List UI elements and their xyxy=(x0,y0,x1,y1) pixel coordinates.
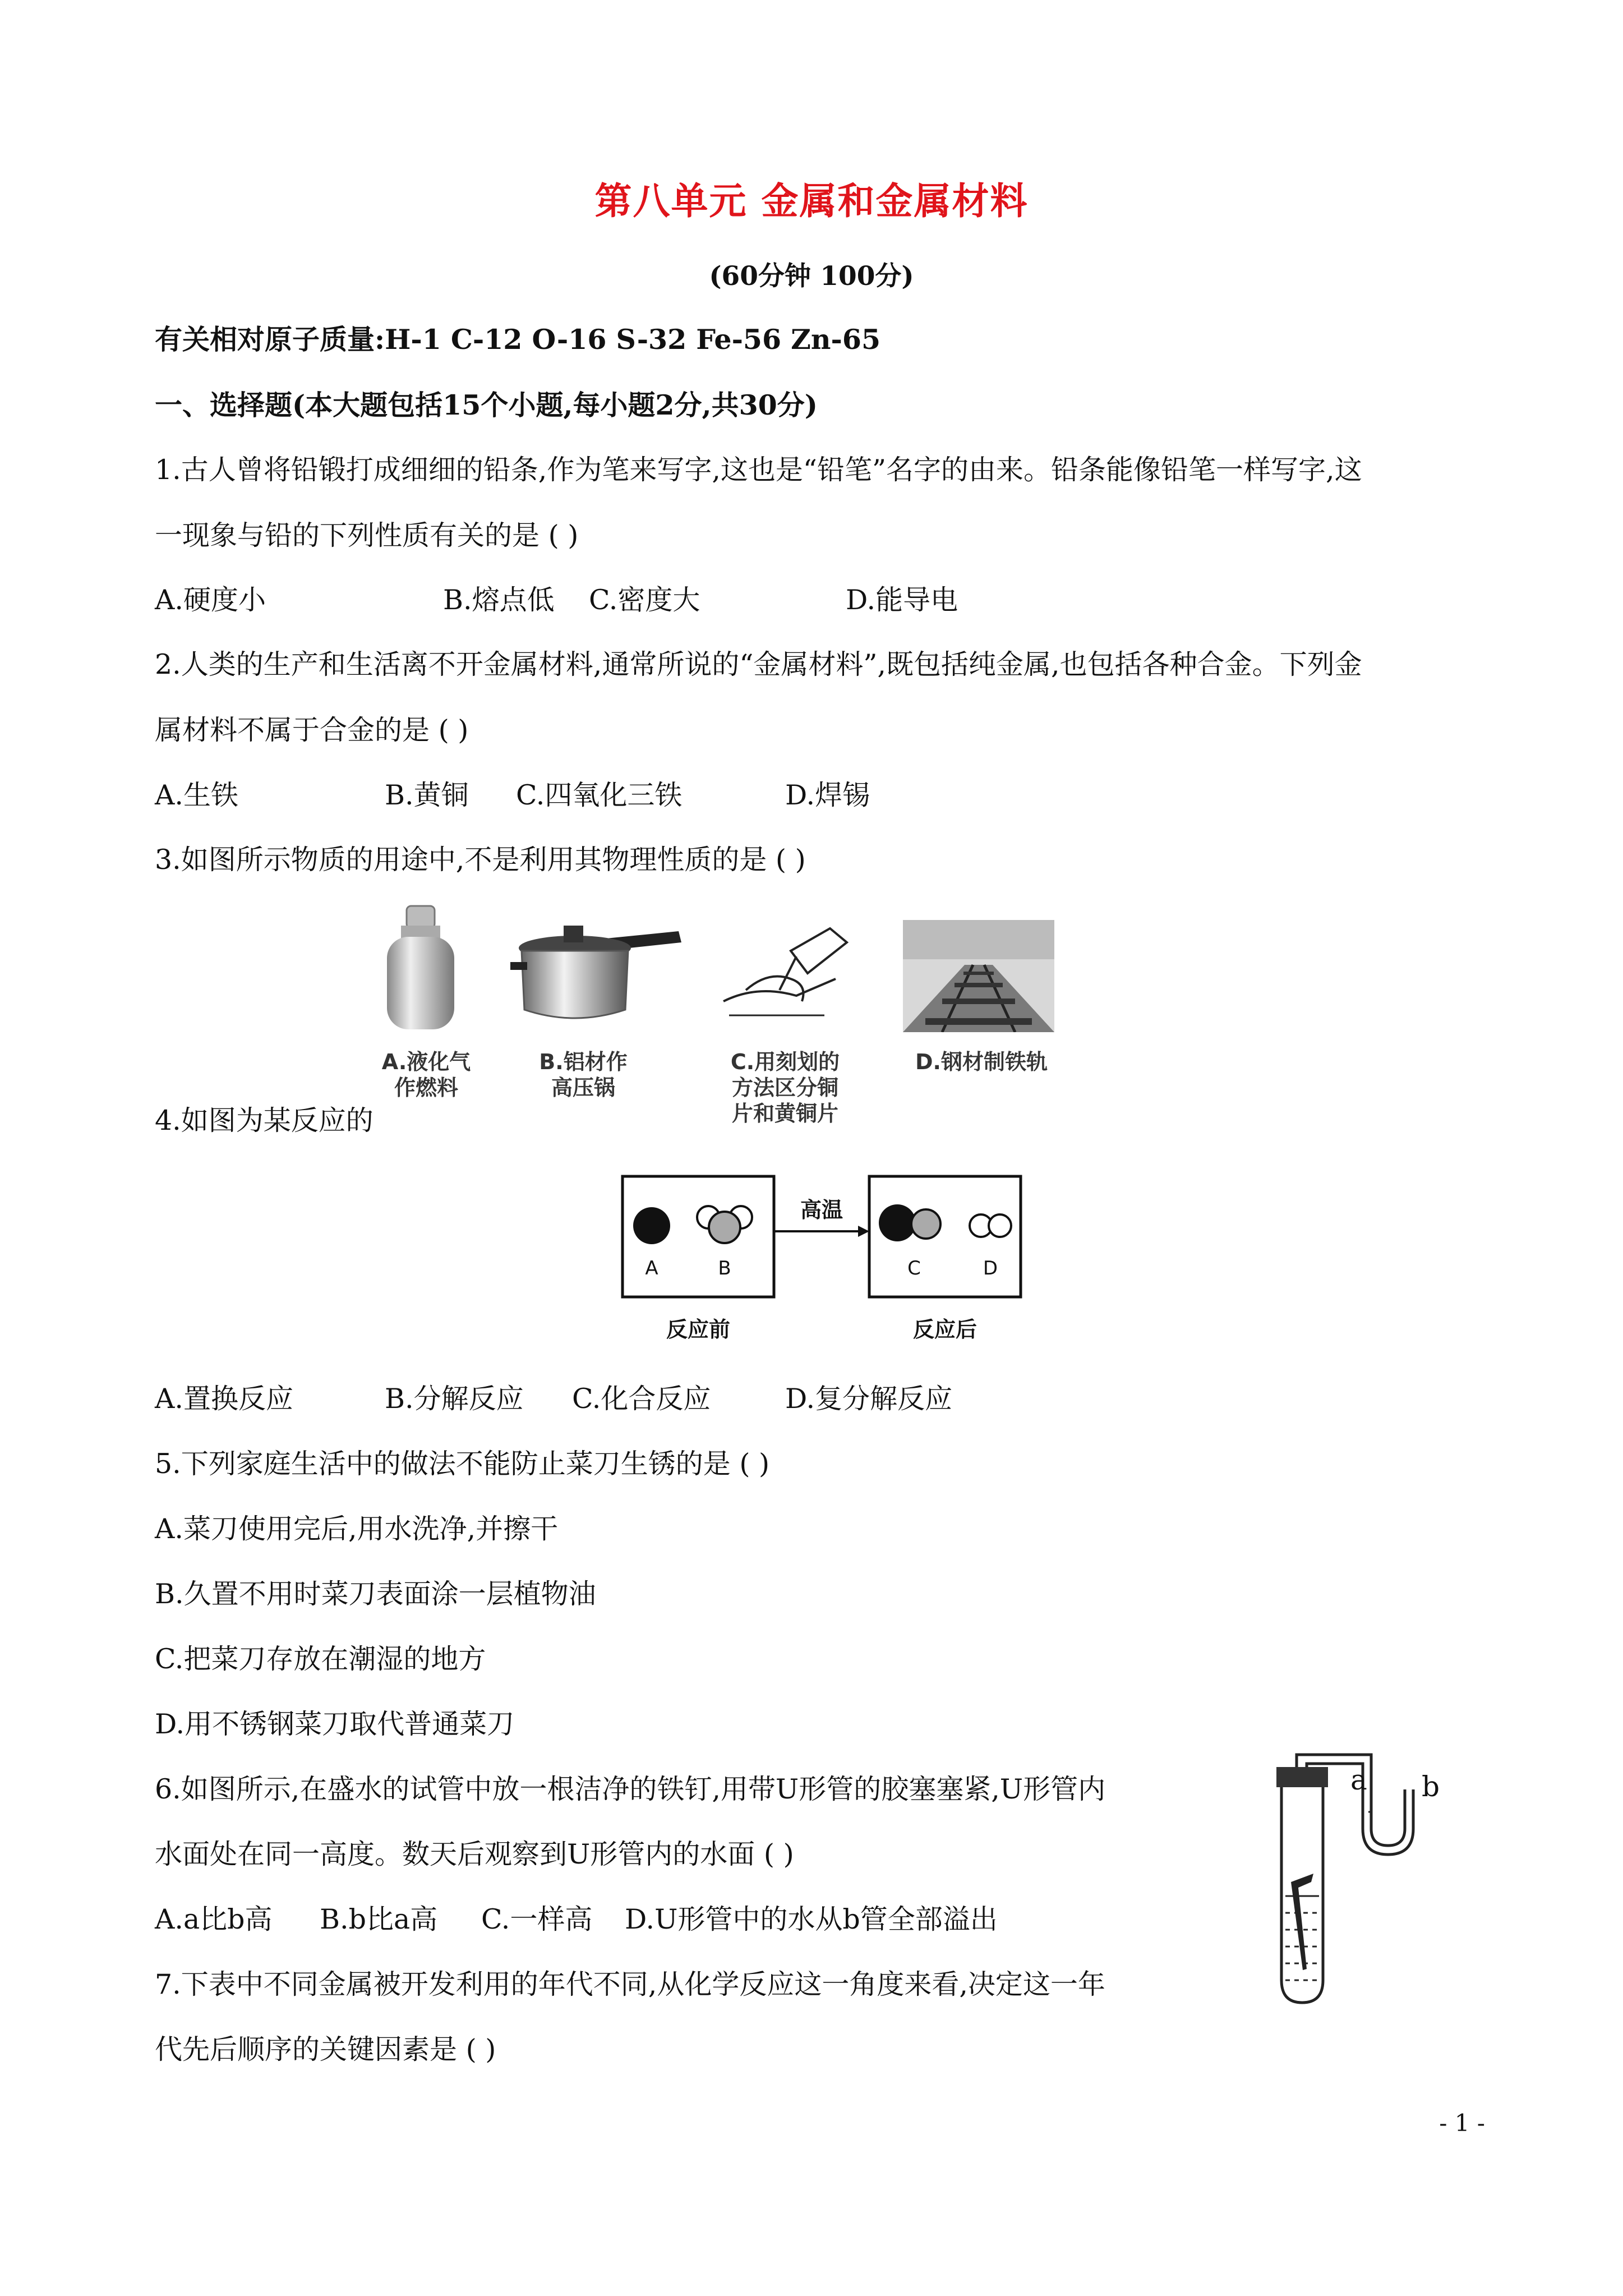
q7-line2: 代先后顺序的关键因素是 ( ) xyxy=(155,2033,496,2065)
q6-line1: 6.如图所示,在盛水的试管中放一根洁净的铁钉,用带U形管的胶塞塞紧,U形管内 xyxy=(155,1773,1106,1805)
q5-option-b: B.久置不用时菜刀表面涂一层植物油 xyxy=(155,1578,596,1610)
q2-option-c: C.四氧化三铁 xyxy=(516,779,683,811)
q3-line1: 3.如图所示物质的用途中,不是利用其物理性质的是 ( ) xyxy=(155,844,806,876)
q2-option-d: D.焊锡 xyxy=(785,779,870,811)
q2-option-b: B.黄铜 xyxy=(385,779,469,811)
reaction-condition: 高温 xyxy=(800,1198,843,1222)
caption-before: 反应前 xyxy=(666,1317,731,1342)
label-b: b xyxy=(1422,1770,1440,1803)
exam-duration-score: (60分钟 100分) xyxy=(709,261,914,292)
q5-line1: 5.下列家庭生活中的做法不能防止菜刀生锈的是 ( ) xyxy=(155,1448,770,1480)
section-heading: 一、选择题(本大题包括15个小题,每小题2分,共30分) xyxy=(155,389,818,421)
label-d: D xyxy=(983,1257,998,1280)
atom-a xyxy=(633,1207,670,1244)
q3-caption-d: D.钢材制铁轨 xyxy=(915,1050,1048,1074)
q7-line1: 7.下表中不同金属被开发利用的年代不同,从化学反应这一角度来看,决定这一年 xyxy=(155,1968,1105,2000)
q4-option-c: C.化合反应 xyxy=(572,1383,711,1415)
q3-caption-a: A.液化气 作燃料 xyxy=(381,1050,471,1100)
q6-option-a: A.a比b高 xyxy=(155,1903,273,1935)
q4-option-b: B.分解反应 xyxy=(385,1383,524,1415)
pressure-cooker-icon xyxy=(510,917,684,1029)
q1-option-b: B.熔点低 xyxy=(443,584,555,616)
caption-after: 反应后 xyxy=(912,1317,978,1342)
q3-caption-b: B.铝材作 高压锅 xyxy=(539,1050,628,1100)
q1-line1: 1.古人曾将铅锻打成细细的铅条,作为笔来写字,这也是“铅笔”名字的由来。铅条能像铅笔一样写字,这 xyxy=(155,454,1362,486)
q5-option-c: C.把菜刀存放在潮湿的地方 xyxy=(155,1643,486,1675)
scratch-test-icon xyxy=(712,917,858,1029)
q1-option-a: A.硬度小 xyxy=(155,584,266,616)
gas-cylinder-icon xyxy=(376,903,465,1032)
q4-line1: 4.如图为某反应的 xyxy=(155,1105,374,1137)
q2-option-a: A.生铁 xyxy=(155,779,238,811)
q6-option-c: C.一样高 xyxy=(481,1903,593,1935)
q6-test-tube-diagram xyxy=(1251,1745,1486,2014)
label-a: a xyxy=(1350,1764,1367,1796)
label-a: A xyxy=(645,1257,658,1280)
q5-option-a: A.菜刀使用完后,用水洗净,并擦干 xyxy=(155,1513,559,1545)
q4-option-a: A.置换反应 xyxy=(155,1383,293,1415)
atomic-masses: 有关相对原子质量:H-1 C-12 O-16 S-32 Fe-56 Zn-65 xyxy=(155,323,881,356)
q6-line2: 水面处在同一高度。数天后观察到U形管内的水面 ( ) xyxy=(155,1838,794,1870)
q2-line2: 属材料不属于合金的是 ( ) xyxy=(155,714,469,746)
q1-option-d: D.能导电 xyxy=(846,584,958,616)
railway-track-icon xyxy=(903,920,1054,1032)
label-c: C xyxy=(907,1257,921,1280)
page-number: - 1 - xyxy=(1439,2109,1485,2137)
q1-line2: 一现象与铅的下列性质有关的是 ( ) xyxy=(155,519,579,551)
label-b: B xyxy=(718,1257,731,1280)
page-title: 第八单元 金属和金属材料 xyxy=(594,179,1029,223)
iron-nail-icon xyxy=(1291,1874,1313,1970)
q5-option-d: D.用不锈钢菜刀取代普通菜刀 xyxy=(155,1708,515,1740)
q6-option-d: D.U形管中的水从b管全部溢出 xyxy=(625,1903,998,1935)
q2-line1: 2.人类的生产和生活离不开金属材料,通常所说的“金属材料”,既包括纯金属,也包括各种合金。下列金 xyxy=(155,648,1362,680)
q4-reaction-diagram xyxy=(617,1170,1032,1355)
q3-caption-c: C.用刻划的 方法区分铜 片和黄铜片 xyxy=(730,1050,840,1126)
q4-option-d: D.复分解反应 xyxy=(785,1383,953,1415)
q1-option-c: C.密度大 xyxy=(589,584,700,616)
q6-option-b: B.b比a高 xyxy=(320,1903,438,1935)
